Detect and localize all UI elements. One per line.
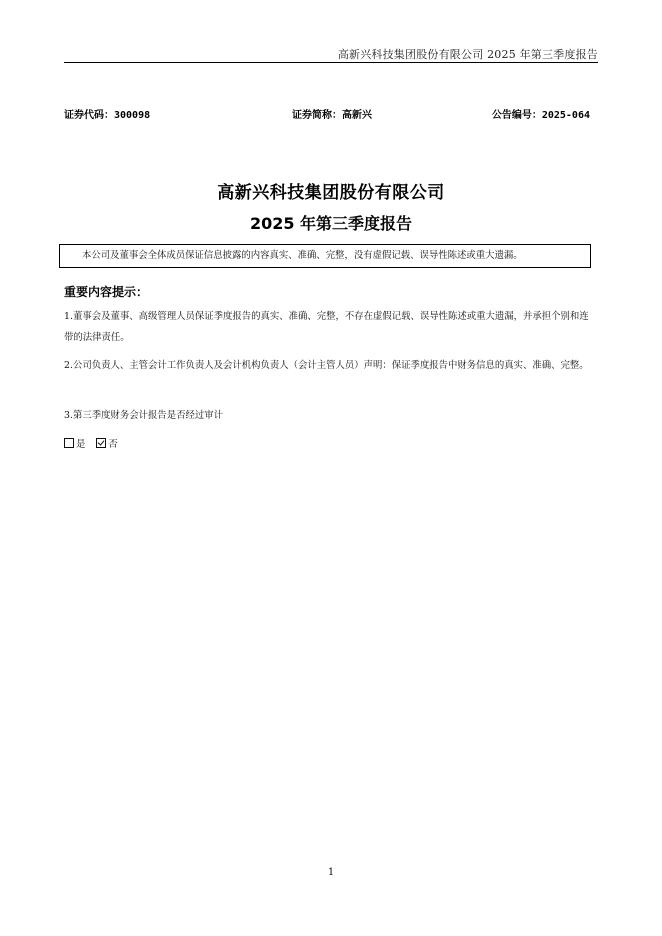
section-heading: 重要内容提示： — [64, 285, 149, 299]
paragraph-financial-statement: 2.公司负责人、主管会计工作负责人及会计机构负责人（会计主管人员）声明：保证季度报告中财务信息的真实、准确、完整。 — [64, 360, 589, 371]
audit-option-no-label: 否 — [108, 439, 118, 450]
audit-options — [64, 436, 118, 450]
disclosure-notice-box: 本公司及董事会全体成员保证信息披露的内容真实、准确、完整，没有虚假记载、误导性陈述或重大遗漏。 — [59, 244, 591, 268]
audit-option-no[interactable] — [96, 436, 117, 450]
stock-short-name: 证券简称：高新兴 — [292, 110, 372, 121]
paragraph-board-guarantee: 1.董事会及董事、高级管理人员保证季度报告的真实、准确、完整，不存在虚假记载、误导性陈述或重大遗漏，并承担个别和连带的法律责任。 — [64, 311, 589, 343]
unchecked-box-icon[interactable] — [64, 438, 74, 448]
meta-row — [64, 106, 590, 120]
checked-box-icon[interactable] — [96, 438, 106, 448]
page-number: 1 — [327, 867, 335, 878]
document-subtitle: 2025 年第三季度报告 — [249, 214, 413, 233]
running-header: 高新兴科技集团股份有限公司 2025 年第三季度报告 — [337, 48, 598, 61]
document-title: 高新兴科技集团股份有限公司 — [217, 183, 445, 203]
header-rule — [64, 62, 598, 63]
announcement-number: 公告编号：2025-064 — [491, 110, 590, 121]
paragraph-audit-question: 3.第三季度财务会计报告是否经过审计 — [64, 410, 223, 421]
audit-option-yes-label: 是 — [76, 439, 86, 450]
audit-option-yes[interactable] — [64, 436, 85, 450]
stock-code: 证券代码：300098 — [64, 110, 151, 121]
